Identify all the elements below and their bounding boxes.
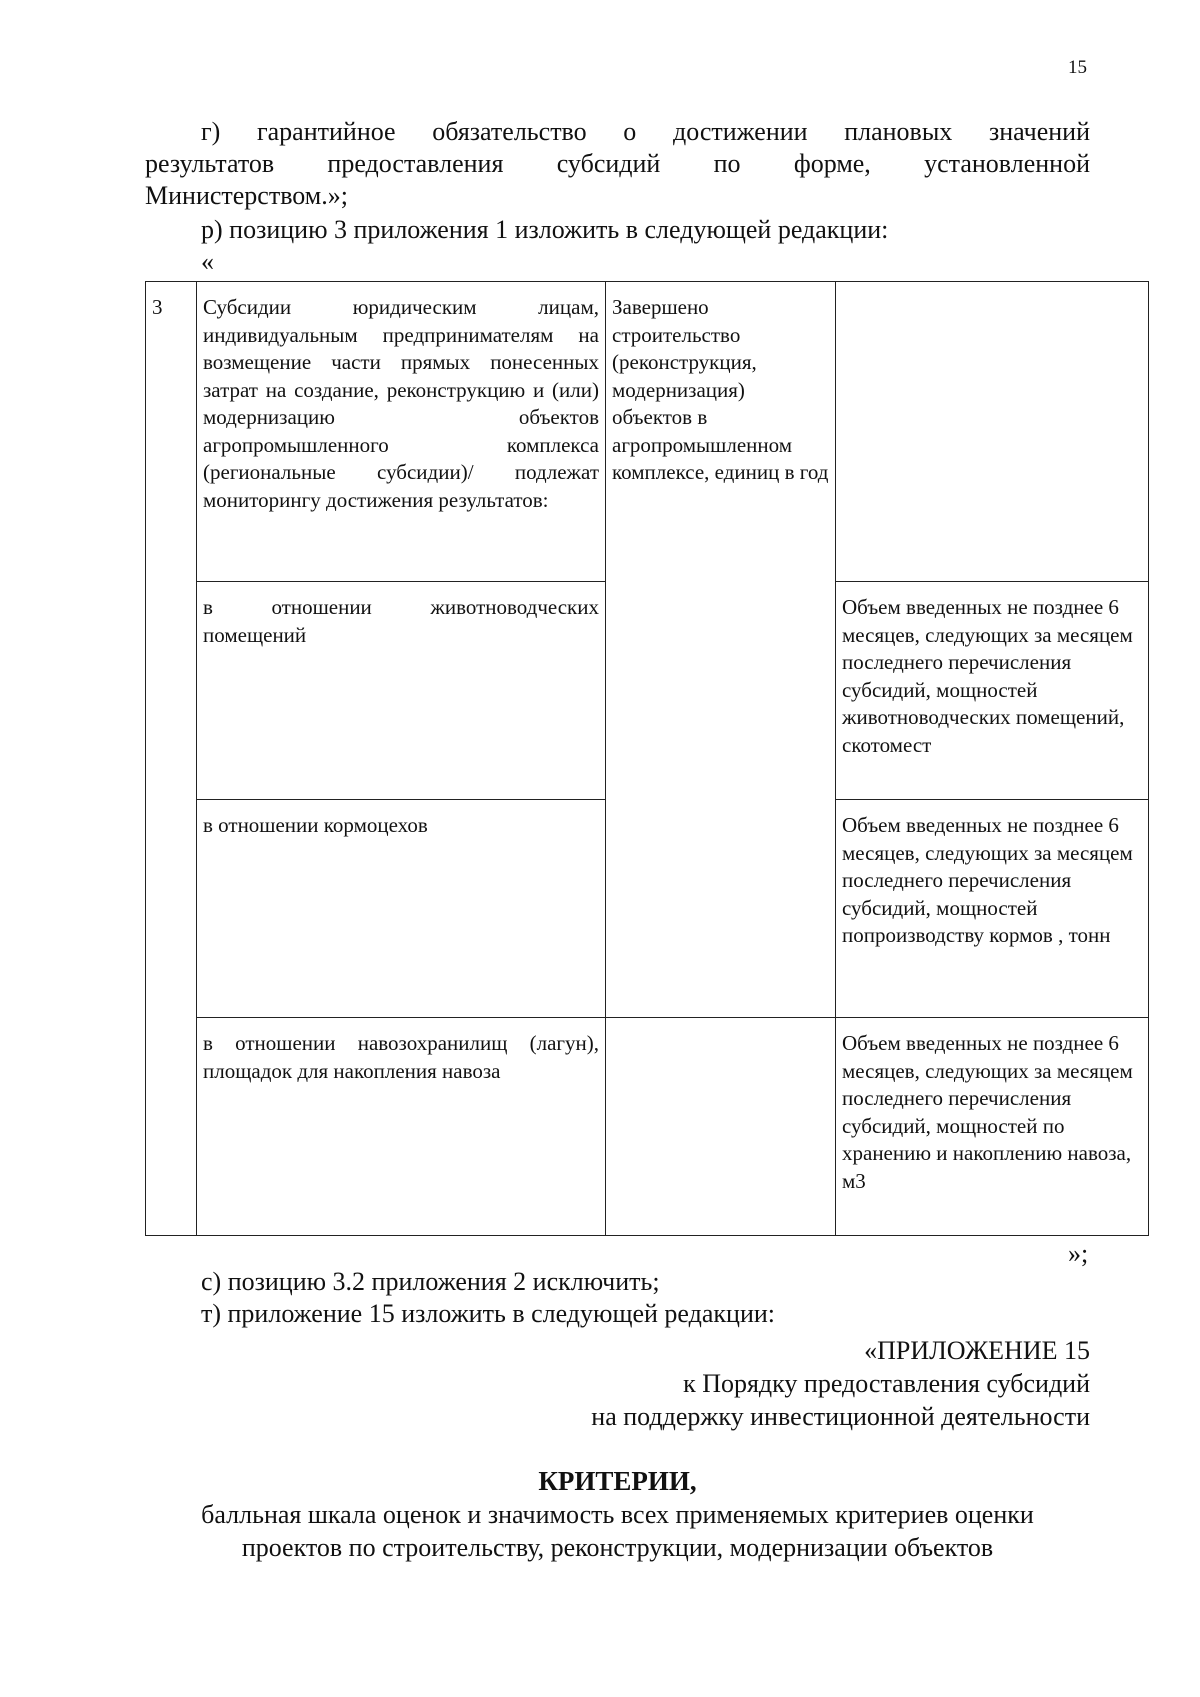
appendix-header xyxy=(500,1334,1090,1433)
row-label-manure: в отношении навозохранилищ (лагун), площадок для накопления навоза xyxy=(197,1018,606,1236)
position-3-table xyxy=(145,281,1149,1236)
appendix-line-1: «ПРИЛОЖЕНИЕ 15 xyxy=(864,1336,1090,1365)
result-description-cell: Завершено строительство (реконструкция, модернизация) объектов в агропромышленном комплексе, единиц в год xyxy=(606,282,836,1018)
criteria-subtitle xyxy=(145,1498,1090,1564)
indicator-manure: Объем введенных не позднее 6 месяцев, следующих за месяцем последнего перечисления субсидий, мощностей по хранению и накоплению навоза, м3 xyxy=(836,1018,1149,1236)
paragraph-g-line-2: результатов предоставления субсидий по форме, установленной xyxy=(145,149,1090,178)
criteria-subtitle-line-1: балльная шкала оценок и значимость всех применяемых критериев оценки xyxy=(201,1500,1034,1529)
page-number: 15 xyxy=(1068,57,1087,78)
empty-result-cell xyxy=(606,1018,836,1236)
indicator-feed-mills: Объем введенных не позднее 6 месяцев, следующих за месяцем последнего перечисления субсидий, мощностей попроизводству кормов , тонн xyxy=(836,800,1149,1018)
paragraph-t: т) приложение 15 изложить в следующей редакции: xyxy=(201,1299,775,1328)
position-number-cell: 3 xyxy=(146,282,197,1236)
table-row xyxy=(146,1018,1149,1236)
empty-indicator-cell xyxy=(836,282,1149,582)
criteria-title: КРИТЕРИИ, xyxy=(538,1466,697,1496)
opening-quote: « xyxy=(201,247,214,276)
indicator-livestock: Объем введенных не позднее 6 месяцев, следующих за месяцем последнего перечисления субсидий, мощностей животноводческих помещений, скотомест xyxy=(836,582,1149,800)
paragraph-g-line-3: Министерством.»; xyxy=(145,181,348,210)
paragraph-g xyxy=(145,116,1090,212)
paragraph-g-line-1: г) гарантийное обязательство о достижении плановых значений xyxy=(201,117,1090,146)
table-row xyxy=(146,282,1149,582)
row-label-livestock: в отношении животноводческих помещений xyxy=(197,582,606,800)
paragraph-r: р) позицию 3 приложения 1 изложить в следующей редакции: xyxy=(201,215,889,244)
subsidy-description-cell: Субсидии юридическим лицам, индивидуальным предпринимателям на возмещение части прямых понесенных затрат на создание, реконструкцию и (или) модернизацию объектов агропромышленного комплекса (региональные субсидии)/ подлежат мониторингу достижения результатов: xyxy=(197,282,606,582)
appendix-line-2: к Порядку предоставления субсидий xyxy=(683,1369,1090,1398)
row-label-feed-mills: в отношении кормоцехов xyxy=(197,800,606,1018)
paragraph-s: с) позицию 3.2 приложения 2 исключить; xyxy=(201,1267,660,1296)
closing-quote: »; xyxy=(1068,1239,1089,1268)
criteria-subtitle-line-2: проектов по строительству, реконструкции, модернизации объектов xyxy=(241,1533,994,1562)
appendix-line-3: на поддержку инвестиционной деятельности xyxy=(591,1402,1090,1431)
